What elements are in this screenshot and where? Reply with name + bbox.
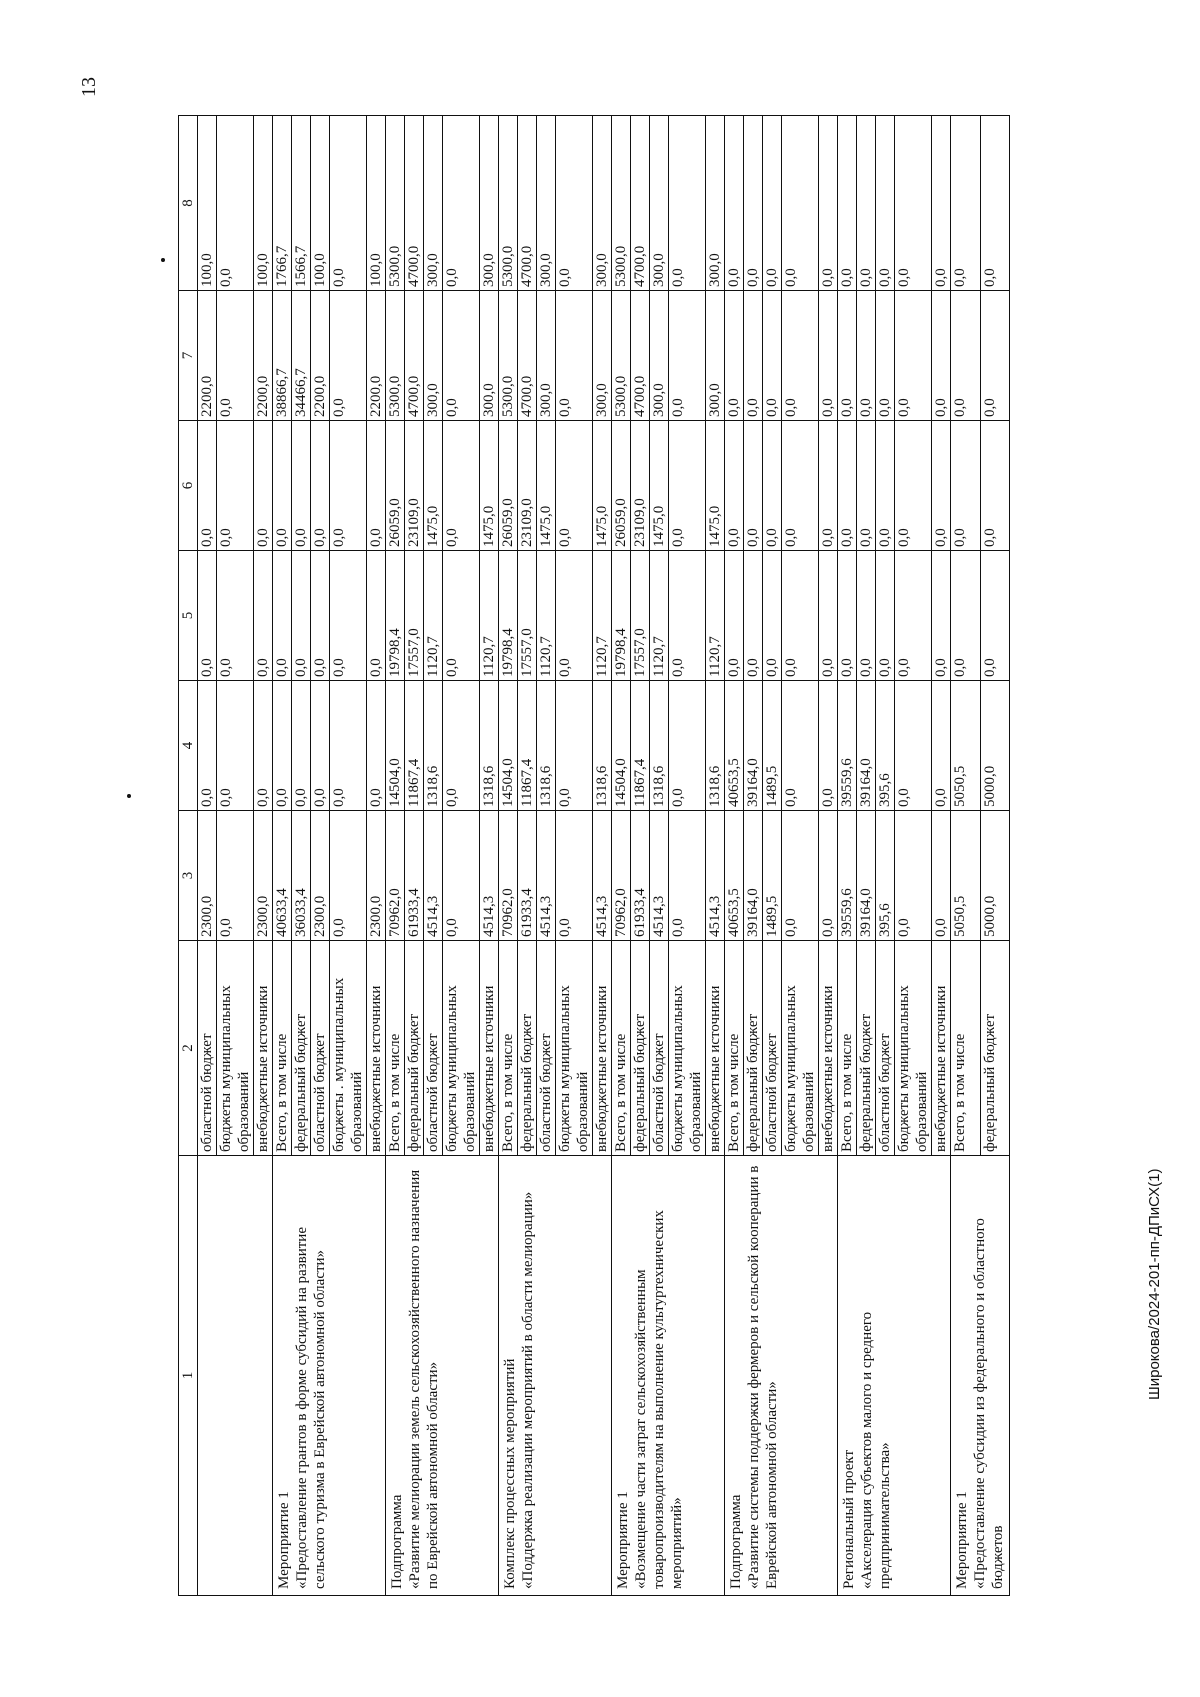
program-name-line: «Развитие мелиорации земель сельскохозяйственного назначения по Еврейской автономной области» bbox=[407, 1169, 441, 1589]
funding-source-cell: областной бюджет bbox=[876, 941, 895, 1156]
value-cell: 0,0 bbox=[932, 291, 951, 421]
value-cell: 0,0 bbox=[556, 681, 593, 811]
value-cell: 395,6 bbox=[876, 811, 895, 941]
header-cell: 3 bbox=[179, 811, 198, 941]
program-name-line: Мероприятие 1 bbox=[954, 1491, 970, 1589]
funding-source-cell: бюджеты муниципальных образований bbox=[895, 941, 932, 1156]
header-cell: 4 bbox=[179, 681, 198, 811]
program-name-line: «Развитие системы поддержки фермеров и сельской кооперации в Еврейской автономной области» bbox=[746, 1165, 780, 1589]
funding-source-cell: федеральный бюджет bbox=[405, 941, 424, 1156]
value-cell: 0,0 bbox=[292, 681, 311, 811]
value-cell: 5300,0 bbox=[612, 116, 631, 291]
value-cell: 0,0 bbox=[895, 551, 932, 681]
header-cell: 5 bbox=[179, 551, 198, 681]
value-cell: 1120,7 bbox=[537, 551, 556, 681]
value-cell: 2300,0 bbox=[198, 811, 217, 941]
value-cell: 0,0 bbox=[857, 116, 876, 291]
value-cell: 1475,0 bbox=[480, 421, 499, 551]
value-cell: 1318,6 bbox=[537, 681, 556, 811]
value-cell: 0,0 bbox=[669, 291, 706, 421]
value-cell: 1120,7 bbox=[593, 551, 612, 681]
value-cell: 0,0 bbox=[330, 421, 367, 551]
value-cell: 0,0 bbox=[443, 681, 480, 811]
value-cell: 2200,0 bbox=[311, 291, 330, 421]
value-cell: 4700,0 bbox=[405, 116, 424, 291]
value-cell: 0,0 bbox=[198, 421, 217, 551]
value-cell: 1318,6 bbox=[424, 681, 443, 811]
funding-source-cell: федеральный бюджет bbox=[292, 941, 311, 1156]
scan-dot bbox=[161, 258, 165, 262]
value-cell: 0,0 bbox=[819, 421, 838, 551]
value-cell: 395,6 bbox=[876, 681, 895, 811]
value-cell: 14504,0 bbox=[386, 681, 405, 811]
value-cell: 39164,0 bbox=[857, 681, 876, 811]
value-cell: 0,0 bbox=[932, 551, 951, 681]
value-cell: 0,0 bbox=[951, 116, 981, 291]
funding-source-cell: внебюджетные источники bbox=[367, 941, 386, 1156]
value-cell: 0,0 bbox=[311, 551, 330, 681]
program-name-cell bbox=[951, 1156, 1010, 1596]
value-cell: 0,0 bbox=[819, 681, 838, 811]
value-cell: 5300,0 bbox=[386, 116, 405, 291]
value-cell: 0,0 bbox=[782, 811, 819, 941]
value-cell: 0,0 bbox=[273, 551, 292, 681]
value-cell: 0,0 bbox=[895, 291, 932, 421]
footer-code: Широкова/2024-201-пп-ДПиСХ(1) bbox=[1146, 1168, 1163, 1400]
value-cell: 11867,4 bbox=[518, 681, 537, 811]
header-row bbox=[179, 116, 198, 1596]
value-cell: 1475,0 bbox=[424, 421, 443, 551]
value-cell: 0,0 bbox=[669, 551, 706, 681]
value-cell: 0,0 bbox=[367, 681, 386, 811]
funding-source-cell: областной бюджет bbox=[198, 941, 217, 1156]
program-name-line: Подпрограмма bbox=[728, 1494, 744, 1589]
value-cell: 2300,0 bbox=[254, 811, 273, 941]
value-cell: 0,0 bbox=[819, 116, 838, 291]
value-cell: 300,0 bbox=[593, 116, 612, 291]
value-cell: 0,0 bbox=[857, 291, 876, 421]
value-cell: 0,0 bbox=[932, 116, 951, 291]
funding-source-cell: бюджеты муниципальных образований bbox=[556, 941, 593, 1156]
program-name-cell bbox=[612, 1156, 725, 1596]
value-cell: 0,0 bbox=[556, 551, 593, 681]
value-cell: 0,0 bbox=[254, 551, 273, 681]
value-cell: 0,0 bbox=[819, 551, 838, 681]
value-cell: 4700,0 bbox=[405, 291, 424, 421]
value-cell: 1318,6 bbox=[706, 681, 725, 811]
value-cell: 0,0 bbox=[198, 681, 217, 811]
value-cell: 0,0 bbox=[669, 116, 706, 291]
program-name-line: Мероприятие 1 bbox=[615, 1491, 631, 1589]
funding-source-cell: внебюджетные источники bbox=[932, 941, 951, 1156]
value-cell: 0,0 bbox=[876, 551, 895, 681]
value-cell: 0,0 bbox=[725, 116, 744, 291]
value-cell: 5300,0 bbox=[612, 291, 631, 421]
value-cell: 0,0 bbox=[217, 681, 254, 811]
value-cell: 34466,7 bbox=[292, 291, 311, 421]
program-name-line: Региональный проект bbox=[841, 1449, 857, 1589]
program-name-cell bbox=[499, 1156, 612, 1596]
program-name-line: «Предоставление грантов в форме субсидий на развитие сельского туризма в Еврейской автономной области» bbox=[294, 1227, 328, 1589]
value-cell: 300,0 bbox=[706, 116, 725, 291]
funding-source-cell: областной бюджет bbox=[763, 941, 782, 1156]
program-name-line: «Возмещение части затрат сельскохозяйственным товаропроизводителям на выполнение культуртехнических мероприятий» bbox=[633, 1210, 685, 1589]
value-cell: 300,0 bbox=[650, 291, 669, 421]
value-cell: 14504,0 bbox=[612, 681, 631, 811]
funding-source-cell: бюджеты . муниципальных образований bbox=[330, 941, 367, 1156]
value-cell: 0,0 bbox=[669, 421, 706, 551]
value-cell: 5000,0 bbox=[980, 811, 1010, 941]
value-cell: 2200,0 bbox=[254, 291, 273, 421]
funding-source-cell: областной бюджет bbox=[537, 941, 556, 1156]
value-cell: 2300,0 bbox=[311, 811, 330, 941]
value-cell: 70962,0 bbox=[612, 811, 631, 941]
program-name-line: Подпрограмма bbox=[389, 1494, 405, 1589]
funding-source-cell: бюджеты муниципальных образований bbox=[217, 941, 254, 1156]
value-cell: 0,0 bbox=[782, 551, 819, 681]
table-row bbox=[198, 116, 217, 1596]
value-cell: 100,0 bbox=[198, 116, 217, 291]
value-cell: 0,0 bbox=[763, 116, 782, 291]
value-cell: 100,0 bbox=[311, 116, 330, 291]
value-cell: 36033,4 bbox=[292, 811, 311, 941]
value-cell: 0,0 bbox=[744, 291, 763, 421]
value-cell: 0,0 bbox=[932, 421, 951, 551]
value-cell: 39164,0 bbox=[857, 811, 876, 941]
value-cell: 39164,0 bbox=[744, 811, 763, 941]
value-cell: 0,0 bbox=[443, 291, 480, 421]
value-cell: 0,0 bbox=[669, 681, 706, 811]
value-cell: 300,0 bbox=[480, 291, 499, 421]
value-cell: 100,0 bbox=[367, 116, 386, 291]
value-cell: 0,0 bbox=[744, 551, 763, 681]
value-cell: 1566,7 bbox=[292, 116, 311, 291]
value-cell: 5300,0 bbox=[386, 291, 405, 421]
value-cell: 1489,5 bbox=[763, 681, 782, 811]
value-cell: 61933,4 bbox=[518, 811, 537, 941]
program-name-line: «Предоставление субсидии из федерального и областного бюджетов bbox=[972, 1218, 1006, 1589]
table-row bbox=[273, 116, 292, 1596]
value-cell: 17557,0 bbox=[631, 551, 650, 681]
budget-table bbox=[178, 115, 1010, 1596]
funding-source-cell: внебюджетные источники bbox=[480, 941, 499, 1156]
value-cell: 1120,7 bbox=[706, 551, 725, 681]
value-cell: 1120,7 bbox=[424, 551, 443, 681]
value-cell: 26059,0 bbox=[386, 421, 405, 551]
value-cell: 0,0 bbox=[782, 116, 819, 291]
funding-source-cell: областной бюджет bbox=[424, 941, 443, 1156]
funding-source-cell: Всего, в том числе bbox=[273, 941, 292, 1156]
program-name-cell bbox=[725, 1156, 838, 1596]
value-cell: 0,0 bbox=[217, 421, 254, 551]
value-cell: 0,0 bbox=[330, 291, 367, 421]
funding-source-cell: Всего, в том числе bbox=[386, 941, 405, 1156]
program-name-line: «Акселерация субъектов малого и среднего предпринимательства» bbox=[859, 1311, 893, 1589]
value-cell: 1766,7 bbox=[273, 116, 292, 291]
program-name-line: Комплекс процессных мероприятий bbox=[502, 1358, 518, 1589]
value-cell: 11867,4 bbox=[405, 681, 424, 811]
funding-source-cell: федеральный бюджет bbox=[631, 941, 650, 1156]
value-cell: 0,0 bbox=[763, 421, 782, 551]
value-cell: 4514,3 bbox=[480, 811, 499, 941]
value-cell: 0,0 bbox=[443, 116, 480, 291]
funding-source-cell: внебюджетные источники bbox=[819, 941, 838, 1156]
value-cell: 26059,0 bbox=[612, 421, 631, 551]
value-cell: 0,0 bbox=[725, 421, 744, 551]
value-cell: 0,0 bbox=[198, 551, 217, 681]
funding-source-cell: федеральный бюджет bbox=[980, 941, 1010, 1156]
value-cell: 61933,4 bbox=[405, 811, 424, 941]
value-cell: 26059,0 bbox=[499, 421, 518, 551]
value-cell: 11867,4 bbox=[631, 681, 650, 811]
value-cell: 0,0 bbox=[330, 811, 367, 941]
value-cell: 23109,0 bbox=[518, 421, 537, 551]
value-cell: 0,0 bbox=[819, 811, 838, 941]
value-cell: 23109,0 bbox=[631, 421, 650, 551]
value-cell: 300,0 bbox=[593, 291, 612, 421]
value-cell: 300,0 bbox=[537, 291, 556, 421]
table-row bbox=[612, 116, 631, 1596]
value-cell: 17557,0 bbox=[405, 551, 424, 681]
value-cell: 300,0 bbox=[424, 291, 443, 421]
header-cell: 8 bbox=[179, 116, 198, 291]
header-cell: 1 bbox=[179, 1156, 198, 1596]
value-cell: 4514,3 bbox=[424, 811, 443, 941]
value-cell: 0,0 bbox=[556, 291, 593, 421]
value-cell: 2200,0 bbox=[367, 291, 386, 421]
value-cell: 100,0 bbox=[254, 116, 273, 291]
funding-source-cell: Всего, в том числе bbox=[725, 941, 744, 1156]
value-cell: 0,0 bbox=[763, 291, 782, 421]
value-cell: 1475,0 bbox=[706, 421, 725, 551]
value-cell: 0,0 bbox=[217, 291, 254, 421]
value-cell: 0,0 bbox=[744, 116, 763, 291]
value-cell: 4700,0 bbox=[518, 116, 537, 291]
value-cell: 5050,5 bbox=[951, 811, 981, 941]
page-number: 13 bbox=[78, 77, 100, 97]
funding-source-cell: внебюджетные источники bbox=[254, 941, 273, 1156]
value-cell: 4700,0 bbox=[518, 291, 537, 421]
value-cell: 4514,3 bbox=[650, 811, 669, 941]
value-cell: 19798,4 bbox=[499, 551, 518, 681]
value-cell: 0,0 bbox=[838, 551, 857, 681]
value-cell: 39559,6 bbox=[838, 681, 857, 811]
value-cell: 300,0 bbox=[424, 116, 443, 291]
funding-source-cell: Всего, в том числе bbox=[951, 941, 981, 1156]
value-cell: 4514,3 bbox=[593, 811, 612, 941]
value-cell: 17557,0 bbox=[518, 551, 537, 681]
value-cell: 0,0 bbox=[895, 811, 932, 941]
value-cell: 40653,5 bbox=[725, 811, 744, 941]
value-cell: 300,0 bbox=[706, 291, 725, 421]
rotated-table-wrapper bbox=[178, 116, 1010, 1596]
value-cell: 0,0 bbox=[876, 291, 895, 421]
value-cell: 0,0 bbox=[876, 421, 895, 551]
value-cell: 0,0 bbox=[725, 551, 744, 681]
value-cell: 0,0 bbox=[443, 811, 480, 941]
value-cell: 5000,0 bbox=[980, 681, 1010, 811]
value-cell: 0,0 bbox=[857, 551, 876, 681]
funding-source-cell: бюджеты муниципальных образований bbox=[669, 941, 706, 1156]
table-row bbox=[838, 116, 857, 1596]
value-cell: 0,0 bbox=[782, 681, 819, 811]
value-cell: 0,0 bbox=[895, 116, 932, 291]
funding-source-cell: федеральный бюджет bbox=[744, 941, 763, 1156]
value-cell: 5300,0 bbox=[499, 291, 518, 421]
value-cell: 14504,0 bbox=[499, 681, 518, 811]
value-cell: 0,0 bbox=[980, 551, 1010, 681]
value-cell: 0,0 bbox=[367, 551, 386, 681]
funding-source-cell: бюджеты муниципальных образований bbox=[782, 941, 819, 1156]
funding-source-cell: бюджеты муниципальных образований bbox=[443, 941, 480, 1156]
value-cell: 4514,3 bbox=[706, 811, 725, 941]
funding-source-cell: Всего, в том числе bbox=[838, 941, 857, 1156]
value-cell: 0,0 bbox=[838, 291, 857, 421]
header-cell: 2 bbox=[179, 941, 198, 1156]
value-cell: 0,0 bbox=[838, 421, 857, 551]
value-cell: 0,0 bbox=[895, 421, 932, 551]
value-cell: 0,0 bbox=[932, 811, 951, 941]
table-row bbox=[386, 116, 405, 1596]
value-cell: 0,0 bbox=[556, 811, 593, 941]
value-cell: 40653,5 bbox=[725, 681, 744, 811]
value-cell: 0,0 bbox=[725, 291, 744, 421]
table-row bbox=[725, 116, 744, 1596]
value-cell: 0,0 bbox=[763, 551, 782, 681]
value-cell: 0,0 bbox=[311, 681, 330, 811]
value-cell: 0,0 bbox=[217, 116, 254, 291]
value-cell: 1120,7 bbox=[650, 551, 669, 681]
funding-source-cell: Всего, в том числе bbox=[499, 941, 518, 1156]
value-cell: 19798,4 bbox=[386, 551, 405, 681]
value-cell: 0,0 bbox=[311, 421, 330, 551]
value-cell: 61933,4 bbox=[631, 811, 650, 941]
value-cell: 300,0 bbox=[650, 116, 669, 291]
value-cell: 0,0 bbox=[876, 116, 895, 291]
value-cell: 1318,6 bbox=[650, 681, 669, 811]
value-cell: 2300,0 bbox=[367, 811, 386, 941]
value-cell: 1489,5 bbox=[763, 811, 782, 941]
value-cell: 0,0 bbox=[932, 681, 951, 811]
value-cell: 5050,5 bbox=[951, 681, 981, 811]
value-cell: 1475,0 bbox=[650, 421, 669, 551]
value-cell: 0,0 bbox=[254, 681, 273, 811]
value-cell: 0,0 bbox=[367, 421, 386, 551]
value-cell: 0,0 bbox=[669, 811, 706, 941]
funding-source-cell: внебюджетные источники bbox=[593, 941, 612, 1156]
value-cell: 0,0 bbox=[273, 421, 292, 551]
program-name-cell bbox=[273, 1156, 386, 1596]
table-body bbox=[179, 116, 1010, 1596]
header-cell: 6 bbox=[179, 421, 198, 551]
value-cell: 0,0 bbox=[951, 291, 981, 421]
value-cell: 0,0 bbox=[330, 551, 367, 681]
value-cell: 1120,7 bbox=[480, 551, 499, 681]
value-cell: 40633,4 bbox=[273, 811, 292, 941]
value-cell: 0,0 bbox=[217, 811, 254, 941]
value-cell: 0,0 bbox=[951, 421, 981, 551]
funding-source-cell: федеральный бюджет bbox=[518, 941, 537, 1156]
value-cell: 0,0 bbox=[819, 291, 838, 421]
value-cell: 0,0 bbox=[782, 421, 819, 551]
funding-source-cell: областной бюджет bbox=[311, 941, 330, 1156]
value-cell: 2200,0 bbox=[198, 291, 217, 421]
value-cell: 1318,6 bbox=[593, 681, 612, 811]
value-cell: 23109,0 bbox=[405, 421, 424, 551]
value-cell: 0,0 bbox=[292, 421, 311, 551]
value-cell: 300,0 bbox=[537, 116, 556, 291]
value-cell: 0,0 bbox=[744, 421, 763, 551]
value-cell: 0,0 bbox=[273, 681, 292, 811]
value-cell: 0,0 bbox=[330, 116, 367, 291]
funding-source-cell: федеральный бюджет bbox=[857, 941, 876, 1156]
value-cell: 4514,3 bbox=[537, 811, 556, 941]
value-cell: 0,0 bbox=[895, 681, 932, 811]
program-name-line: «Поддержка реализации мероприятий в области мелиорации» bbox=[520, 1191, 536, 1589]
value-cell: 0,0 bbox=[330, 681, 367, 811]
value-cell: 0,0 bbox=[556, 421, 593, 551]
program-name-cell bbox=[838, 1156, 951, 1596]
table-row bbox=[499, 116, 518, 1596]
value-cell: 1475,0 bbox=[537, 421, 556, 551]
program-name-cell bbox=[198, 1156, 273, 1596]
value-cell: 5300,0 bbox=[499, 116, 518, 291]
value-cell: 0,0 bbox=[254, 421, 273, 551]
value-cell: 0,0 bbox=[980, 291, 1010, 421]
funding-source-cell: областной бюджет bbox=[650, 941, 669, 1156]
value-cell: 0,0 bbox=[980, 421, 1010, 551]
value-cell: 0,0 bbox=[857, 421, 876, 551]
value-cell: 4700,0 bbox=[631, 116, 650, 291]
value-cell: 19798,4 bbox=[612, 551, 631, 681]
scan-dot bbox=[127, 794, 131, 798]
value-cell: 38866,7 bbox=[273, 291, 292, 421]
program-name-line: Мероприятие 1 bbox=[276, 1491, 292, 1589]
value-cell: 0,0 bbox=[782, 291, 819, 421]
funding-source-cell: внебюджетные источники bbox=[706, 941, 725, 1156]
value-cell: 1318,6 bbox=[480, 681, 499, 811]
value-cell: 39559,6 bbox=[838, 811, 857, 941]
value-cell: 0,0 bbox=[443, 421, 480, 551]
value-cell: 39164,0 bbox=[744, 681, 763, 811]
value-cell: 0,0 bbox=[443, 551, 480, 681]
header-cell: 7 bbox=[179, 291, 198, 421]
program-name-cell bbox=[386, 1156, 499, 1596]
value-cell: 70962,0 bbox=[499, 811, 518, 941]
value-cell: 0,0 bbox=[217, 551, 254, 681]
value-cell: 0,0 bbox=[951, 551, 981, 681]
value-cell: 1475,0 bbox=[593, 421, 612, 551]
value-cell: 300,0 bbox=[480, 116, 499, 291]
table-row bbox=[951, 116, 981, 1596]
value-cell: 70962,0 bbox=[386, 811, 405, 941]
value-cell: 0,0 bbox=[980, 116, 1010, 291]
value-cell: 0,0 bbox=[838, 116, 857, 291]
value-cell: 4700,0 bbox=[631, 291, 650, 421]
value-cell: 0,0 bbox=[556, 116, 593, 291]
value-cell: 0,0 bbox=[292, 551, 311, 681]
funding-source-cell: Всего, в том числе bbox=[612, 941, 631, 1156]
